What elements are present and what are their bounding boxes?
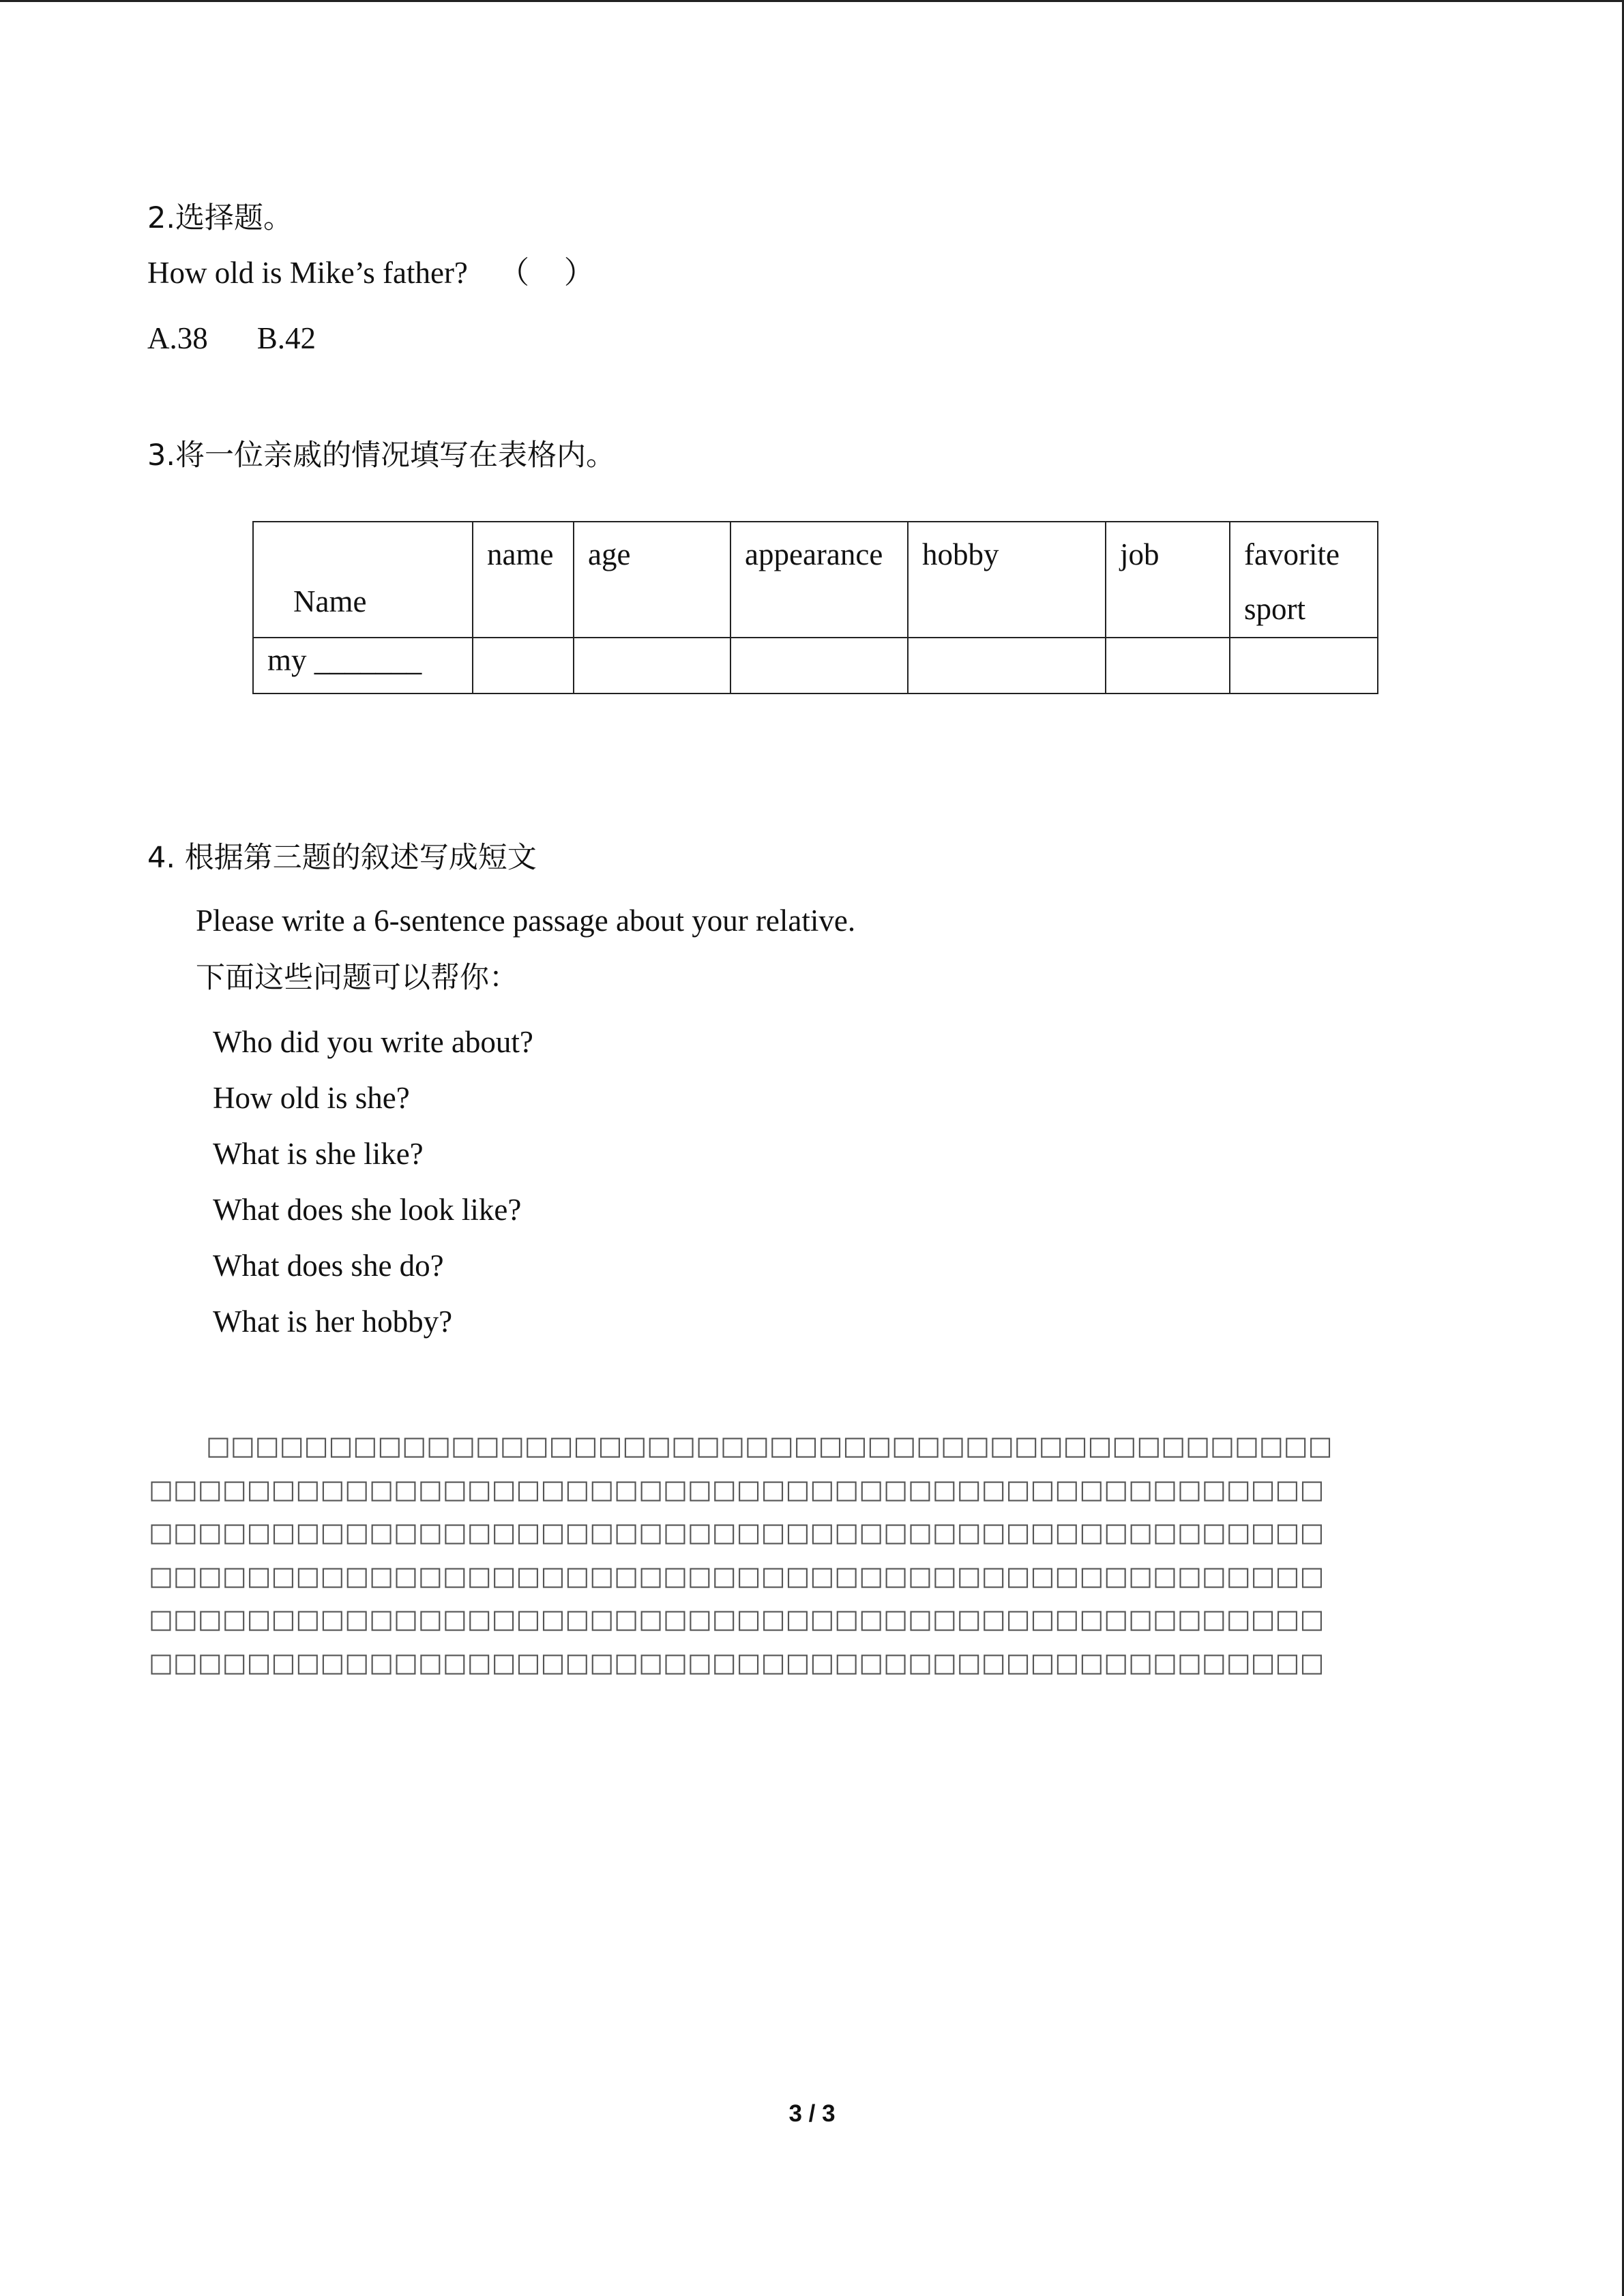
guide-question: What is her hobby? — [213, 1304, 453, 1339]
table-input-cell[interactable] — [908, 638, 1106, 694]
option-a: A.38 — [147, 321, 208, 355]
table-input-cell[interactable] — [730, 638, 908, 694]
answer-paren-open: （ — [499, 256, 530, 290]
guide-question: How old is she? — [213, 1081, 410, 1115]
guide-question: What does she do? — [213, 1249, 444, 1283]
page-number: 3 / 3 — [788, 2100, 836, 2127]
header-cell-favorite-sport: favorite sport — [1230, 522, 1378, 638]
header-cell: appearance — [730, 522, 908, 638]
writing-row[interactable]: □□□□□□□□□□□□□□□□□□□□□□□□□□□□□□□□□□□□□□□□□□□□□□□□ — [149, 1561, 1325, 1591]
table-input-cell[interactable] — [1230, 638, 1378, 694]
row-label-cell: my _______ — [253, 638, 473, 694]
guide-question: What is she like? — [213, 1137, 424, 1171]
table-input-cell[interactable] — [1106, 638, 1230, 694]
hint-text: 下面这些问题可以帮你： — [196, 961, 518, 995]
options-line — [147, 319, 316, 357]
section3-heading: 3.将一位亲戚的情况填写在表格内。 — [147, 438, 616, 473]
option-b: B.42 — [256, 321, 316, 355]
question-text: How old is Mike’s father? — [147, 256, 468, 290]
table-header-row — [253, 522, 1378, 638]
writing-row[interactable]: □□□□□□□□□□□□□□□□□□□□□□□□□□□□□□□□□□□□□□□□□□□□□□□□ — [149, 1648, 1325, 1678]
relative-info-table — [252, 521, 1378, 694]
header-cell: hobby — [908, 522, 1106, 638]
writing-row[interactable]: □□□□□□□□□□□□□□□□□□□□□□□□□□□□□□□□□□□□□□□□□□□□□□□□ — [149, 1517, 1325, 1547]
page-top-border — [0, 0, 1624, 2]
question-line — [147, 254, 595, 292]
table-data-row — [253, 638, 1378, 694]
guide-question: What does she look like? — [213, 1193, 522, 1227]
answer-paren-close: ） — [563, 256, 595, 290]
header-cell: job — [1106, 522, 1230, 638]
table-input-cell[interactable] — [574, 638, 730, 694]
writing-row[interactable]: □□□□□□□□□□□□□□□□□□□□□□□□□□□□□□□□□□□□□□□□□□□□□□ — [206, 1431, 1333, 1461]
writing-row[interactable]: □□□□□□□□□□□□□□□□□□□□□□□□□□□□□□□□□□□□□□□□□□□□□□□□ — [149, 1474, 1325, 1504]
guide-question: Who did you write about? — [213, 1025, 533, 1059]
writing-row[interactable]: □□□□□□□□□□□□□□□□□□□□□□□□□□□□□□□□□□□□□□□□□□□□□□□□ — [149, 1604, 1325, 1634]
section4-heading: 4. 根据第三题的叙述写成短文 — [147, 841, 537, 875]
section2-heading: 2.选择题。 — [147, 201, 293, 235]
instruction-text: Please write a 6-sentence passage about your relative. — [196, 904, 856, 938]
table-input-cell[interactable] — [473, 638, 574, 694]
header-cell-name: Name — [253, 522, 473, 638]
header-cell: age — [574, 522, 730, 638]
header-cell: name — [473, 522, 574, 638]
